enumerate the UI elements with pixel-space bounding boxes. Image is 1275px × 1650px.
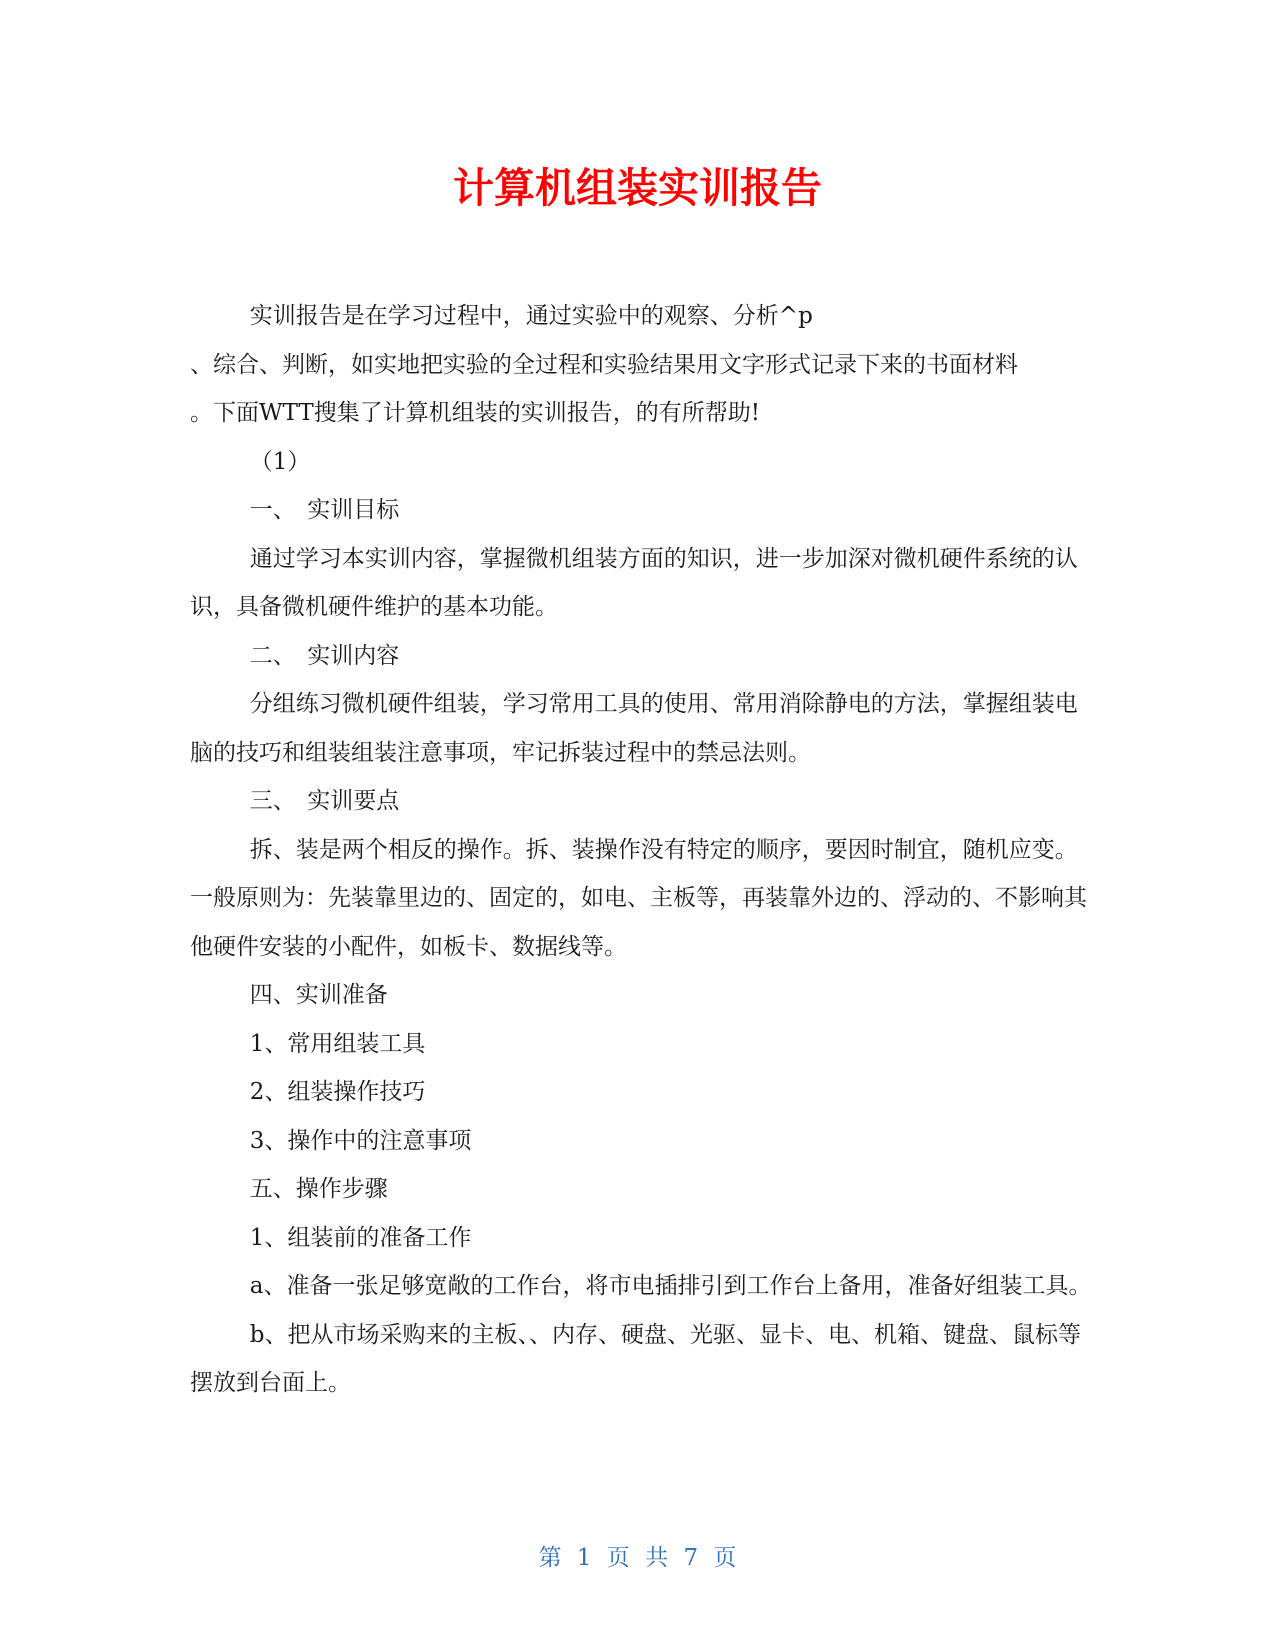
list-item-precautions: 3、操作中的注意事项 xyxy=(249,1127,472,1154)
heading-steps: 五、操作步骤 xyxy=(249,1176,388,1202)
paragraph-training-points: 拆、装是两个相反的操作。拆、装操作没有特定的顺序，要因时制宜，随机应变。一般原则为：先装靠里边的、固定的，如电、主板等，再装靠外边的、浮动的、不影响其他硬件安装的小配件，如板卡、数据线等。 xyxy=(190,836,1087,960)
document-body xyxy=(190,292,1095,1408)
heading-training-prep: 四、实训准备 xyxy=(249,982,388,1008)
heading-training-points: 三、 实训要点 xyxy=(249,788,400,814)
paragraph-intro-line-3: 。下面WTT搜集了计算机组装的实训报告，的有所帮助! xyxy=(190,400,760,426)
list-item-preparation: 1、组装前的准备工作 xyxy=(249,1224,472,1251)
heading-training-goal: 一、 实训目标 xyxy=(249,497,400,523)
list-item-tools: 1、常用组装工具 xyxy=(249,1030,426,1057)
paragraph-step-b: b、把从市场采购来的主板、、内存、硬盘、光驱、显卡、电、机箱、键盘、鼠标等摆放到台面上。 xyxy=(190,1321,1082,1396)
section-number: （1） xyxy=(249,448,311,475)
heading-training-content: 二、 实训内容 xyxy=(249,642,400,669)
page-number: 第 1 页 共 7 页 xyxy=(538,1545,737,1571)
document-title: 计算机组装实训报告 xyxy=(453,164,822,212)
list-item-techniques: 2、组装操作技巧 xyxy=(249,1079,426,1105)
paragraph-intro-line-1: 实训报告是在学习过程中，通过实验中的观察、分析^p xyxy=(249,303,813,329)
paragraph-step-a: a、准备一张足够宽敞的工作台，将市电插排引到工作台上备用，准备好组装工具。 xyxy=(249,1273,1092,1299)
paragraph-intro-line-2: 、综合、判断，如实地把实验的全过程和实验结果用文字形式记录下来的书面材料 xyxy=(190,351,1018,378)
paragraph-training-content: 分组练习微机硬件组装，学习常用工具的使用、常用消除静电的方法，掌握组装电脑的技巧和组装组装注意事项，牢记拆装过程中的禁忌法则。 xyxy=(190,691,1078,766)
paragraph-training-goal: 通过学习本实训内容，掌握微机组装方面的知识，进一步加深对微机硬件系统的认识，具备微机硬件维护的基本功能。 xyxy=(190,545,1078,620)
